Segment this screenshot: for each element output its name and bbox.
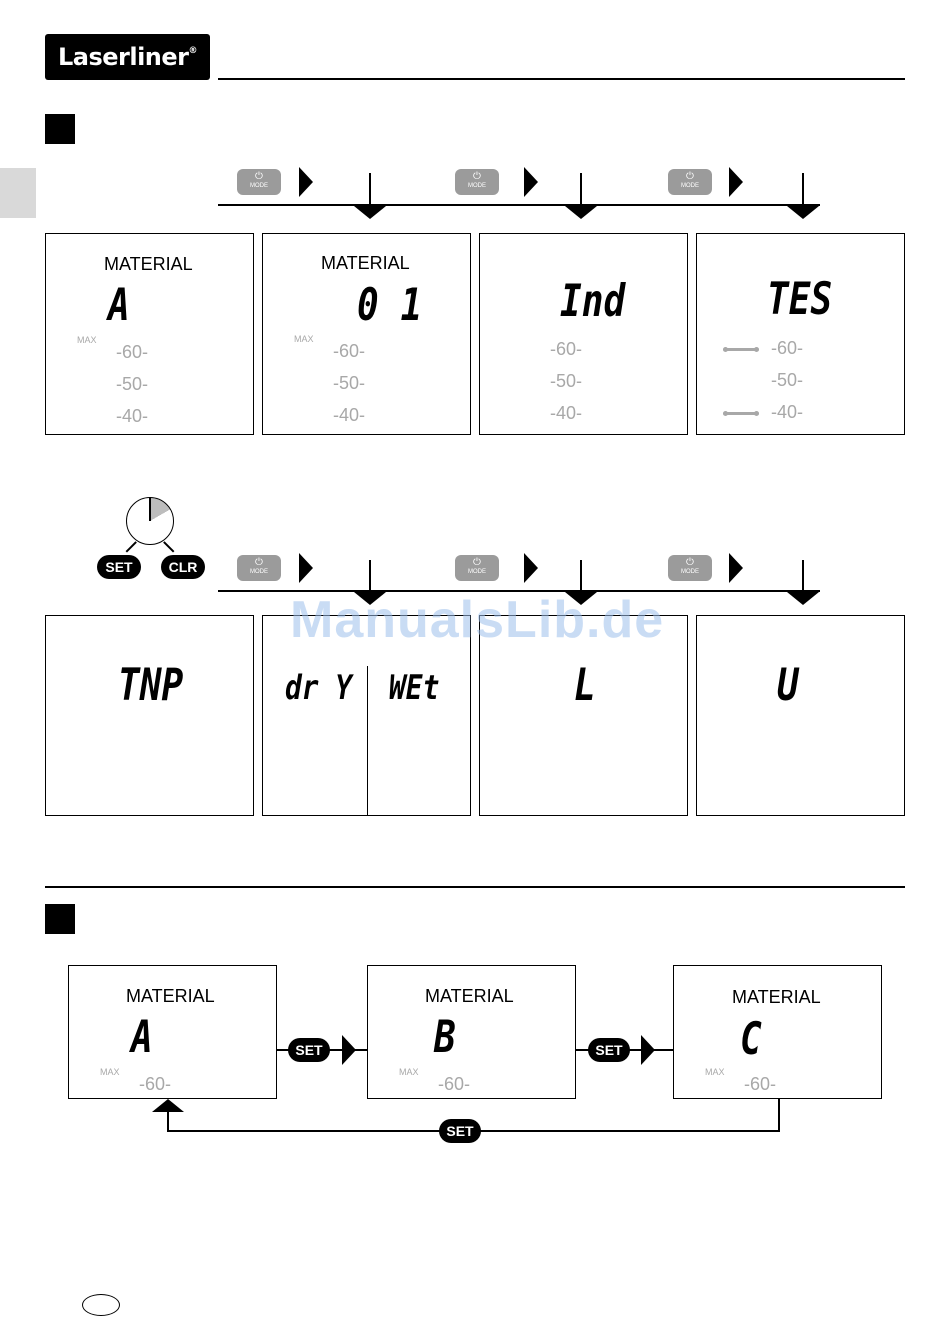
section-rule — [45, 886, 905, 888]
arrow-right-icon — [524, 553, 538, 583]
power-icon: ⏻ — [255, 171, 263, 182]
panel-divider — [367, 666, 368, 816]
material-label: MATERIAL — [126, 986, 215, 1006]
arrow-right-icon — [299, 167, 313, 197]
scale-value: -40- — [550, 403, 583, 423]
display-panel — [45, 615, 254, 816]
dial-connector — [126, 541, 137, 552]
arrow-down-icon — [565, 206, 597, 219]
scale-value: -50- — [116, 374, 149, 394]
mode-button[interactable] — [455, 555, 499, 581]
arrow-up-icon — [152, 1099, 184, 1112]
segment-display-value: C — [740, 1014, 762, 1065]
bar-indicator-icon — [723, 412, 759, 415]
scale-value: -60- — [333, 341, 366, 361]
language-oval-icon — [82, 1294, 120, 1316]
power-icon: ⏻ — [686, 171, 694, 182]
scale-value: -40- — [333, 405, 366, 425]
header-rule — [218, 78, 905, 80]
set-button[interactable]: SET — [588, 1038, 630, 1062]
segment-display-value: U — [777, 660, 799, 711]
mode-button[interactable] — [668, 555, 712, 581]
display-panel — [367, 965, 576, 1099]
flow-connector — [802, 173, 804, 206]
max-indicator: MAX — [705, 1067, 725, 1077]
flow-connector — [580, 173, 582, 206]
segment-display-value: TES — [767, 274, 833, 325]
material-label: MATERIAL — [732, 987, 821, 1007]
scale-value: -50- — [771, 370, 804, 390]
scale-value: -50- — [550, 371, 583, 391]
segment-display-value: Ind — [560, 276, 626, 327]
scale-value: -60- — [116, 342, 149, 362]
arrow-right-icon — [524, 167, 538, 197]
mode-button[interactable] — [668, 169, 712, 195]
arrow-right-icon — [342, 1035, 356, 1065]
max-indicator: MAX — [77, 335, 97, 345]
side-tab-marker — [0, 168, 36, 218]
arrow-right-icon — [641, 1035, 655, 1065]
bar-indicator-icon — [723, 348, 759, 351]
mode-button-label: MODE — [681, 183, 699, 189]
mode-button[interactable] — [455, 169, 499, 195]
dial-hand — [149, 497, 151, 521]
arrow-down-icon — [787, 206, 819, 219]
arrow-down-icon — [354, 206, 386, 219]
set-button[interactable]: SET — [439, 1119, 481, 1143]
loop-line — [167, 1112, 169, 1131]
flow-line — [218, 204, 820, 206]
mode-button-label: MODE — [250, 569, 268, 575]
display-panel — [479, 233, 688, 435]
display-panel — [696, 233, 905, 435]
max-indicator: MAX — [100, 1067, 120, 1077]
arrow-right-icon — [299, 553, 313, 583]
segment-display-value: A — [131, 1012, 153, 1063]
scale-value: -40- — [116, 406, 149, 426]
mode-button-label: MODE — [681, 569, 699, 575]
brand-name: Laserliner — [57, 43, 189, 71]
max-indicator: MAX — [399, 1067, 419, 1077]
display-panel — [262, 233, 471, 435]
flow-connector — [802, 560, 804, 592]
arrow-right-icon — [729, 167, 743, 197]
scale-value: -60- — [744, 1074, 777, 1094]
watermark: ManualsLib.de — [290, 591, 665, 649]
mode-button[interactable] — [237, 555, 281, 581]
power-icon: ⏻ — [473, 557, 481, 568]
segment-display-dry: dr Y — [285, 668, 353, 708]
loop-line — [778, 1099, 780, 1131]
display-panel — [673, 965, 882, 1099]
set-button[interactable]: SET — [288, 1038, 330, 1062]
segment-display-value: TNP — [118, 660, 184, 711]
dial-connector — [163, 541, 174, 552]
segment-display-value: A — [108, 280, 130, 331]
mode-button[interactable] — [237, 169, 281, 195]
segment-display-value: B — [434, 1012, 456, 1063]
flow-connector — [369, 560, 371, 592]
material-label: MATERIAL — [104, 254, 193, 274]
segment-display-value: 0 1 — [357, 280, 423, 331]
material-label: MATERIAL — [425, 986, 514, 1006]
display-panel — [45, 233, 254, 435]
scale-value: -60- — [438, 1074, 471, 1094]
scale-value: -60- — [550, 339, 583, 359]
scale-value: -60- — [771, 338, 804, 358]
power-icon: ⏻ — [473, 171, 481, 182]
mode-button-label: MODE — [468, 569, 486, 575]
mode-button-label: MODE — [468, 183, 486, 189]
mode-button-label: MODE — [250, 183, 268, 189]
segment-display-value: L — [574, 660, 596, 711]
flow-connector — [580, 560, 582, 592]
clr-button[interactable]: CLR — [161, 555, 205, 579]
scale-value: -40- — [771, 402, 804, 422]
scale-value: -60- — [139, 1074, 172, 1094]
display-panel — [68, 965, 277, 1099]
material-label: MATERIAL — [321, 253, 410, 273]
brand-logo — [45, 34, 210, 80]
arrow-down-icon — [787, 592, 819, 605]
flow-connector — [369, 173, 371, 206]
section-2-marker — [45, 904, 75, 934]
set-button[interactable]: SET — [97, 555, 141, 579]
arrow-right-icon — [729, 553, 743, 583]
scale-value: -50- — [333, 373, 366, 393]
brand-registered-mark: ® — [188, 46, 198, 56]
display-panel — [696, 615, 905, 816]
power-icon: ⏻ — [255, 557, 263, 568]
section-1-marker — [45, 114, 75, 144]
power-icon: ⏻ — [686, 557, 694, 568]
max-indicator: MAX — [294, 334, 314, 344]
segment-display-wet: WEt — [389, 668, 440, 708]
